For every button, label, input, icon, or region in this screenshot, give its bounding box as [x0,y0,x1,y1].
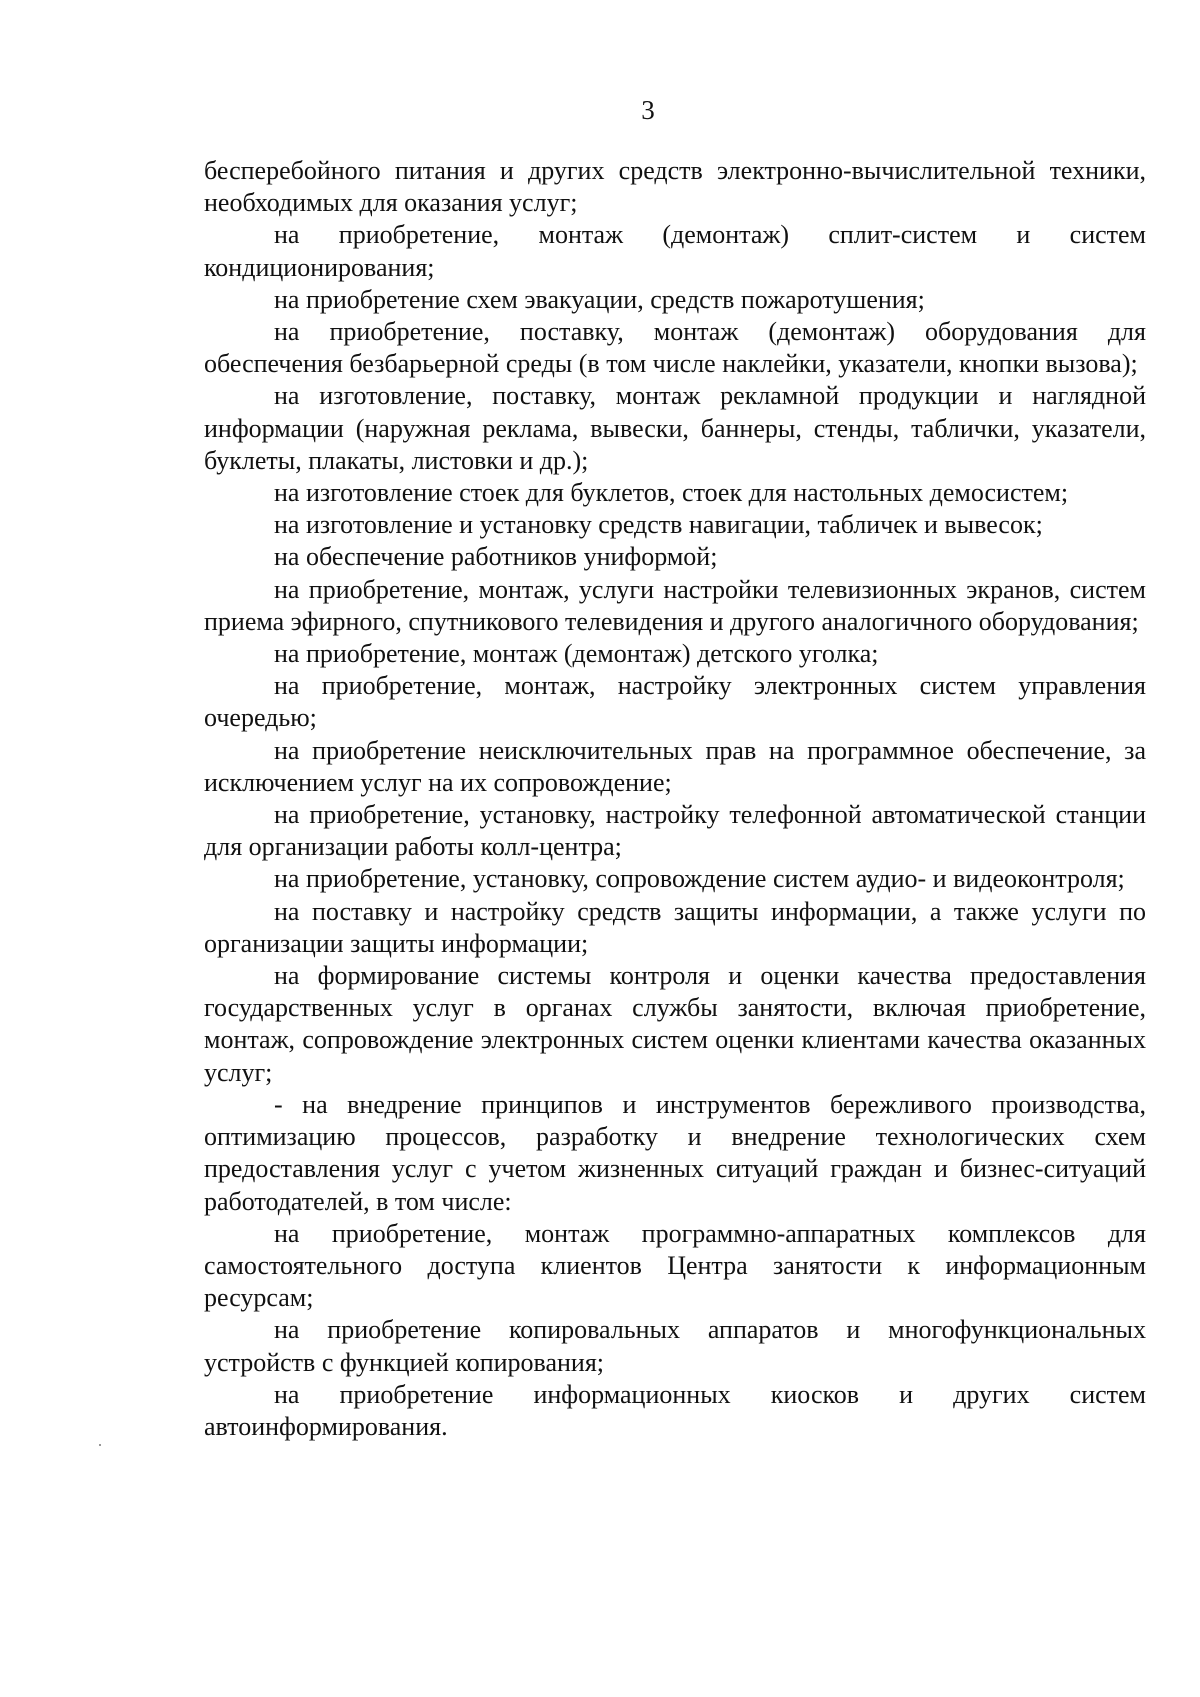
paragraph: на приобретение, установку, настройку телефонной автоматической станции для организации работы колл-центра; [204,800,1146,862]
paragraph: на приобретение, установку, сопровождение систем аудио- и видеоконтроля; [274,864,1125,894]
paragraph: на приобретение схем эвакуации, средств пожаротушения; [274,284,925,314]
paragraph: на приобретение, монтаж, услуги настройки телевизионных экранов, систем приема эфирного, спутникового телевидения и другого аналогичного оборудования; [204,574,1146,636]
paragraph: на приобретение информационных киосков и других систем автоинформирования. [204,1379,1146,1441]
paragraph: бесперебойного питания и других средств электронно-вычислительной техники, необходимых для оказания услуг; [204,156,1146,218]
paragraph: на приобретение копировальных аппаратов и многофункциональных устройств с функцией копирования; [204,1315,1146,1377]
scan-artifact [99,1444,101,1446]
paragraph: на приобретение, монтаж (демонтаж) сплит-систем и систем кондиционирования; [204,220,1146,282]
paragraph: - на внедрение принципов и инструментов бережливого производства, оптимизацию процессов, разработку и внедрение технологических схем предоставления услуг с учетом жизненных ситуаций граждан и бизнес-ситуаций работодателей, в том числе: [204,1089,1146,1216]
paragraph: на приобретение неисключительных прав на программное обеспечение, за исключением услуг на их сопровождение; [204,735,1146,797]
paragraph: на поставку и настройку средств защиты информации, а также услуги по организации защиты информации; [204,896,1146,958]
paragraph: на приобретение, монтаж, настройку электронных систем управления очередью; [204,671,1146,733]
paragraph: на изготовление, поставку, монтаж рекламной продукции и наглядной информации (наружная реклама, вывески, баннеры, стенды, таблички, указатели, буклеты, плакаты, листовки и др.); [204,381,1146,475]
paragraph: на приобретение, монтаж (демонтаж) детского уголка; [274,639,879,669]
document-body [204,155,1146,1443]
paragraph: на формирование системы контроля и оценки качества предоставления государственных услуг в органах службы занятости, включая приобретение, монтаж, сопровождение электронных систем оценки клиентами качества оказанных услуг; [204,961,1146,1087]
paragraph: на приобретение, поставку, монтаж (демонтаж) оборудования для обеспечения безбарьерной среды (в том числе наклейки, указатели, кнопки вызова); [204,317,1146,379]
page-number: 3 [641,95,655,125]
paragraph: на изготовление и установку средств навигации, табличек и вывесок; [274,510,1043,540]
paragraph: на изготовление стоек для буклетов, стоек для настольных демосистем; [274,478,1069,508]
paragraph: на приобретение, монтаж программно-аппаратных комплексов для самостоятельного доступа клиентов Центра занятости к информационным ресурсам; [204,1218,1146,1313]
paragraph: на обеспечение работников униформой; [274,542,718,572]
